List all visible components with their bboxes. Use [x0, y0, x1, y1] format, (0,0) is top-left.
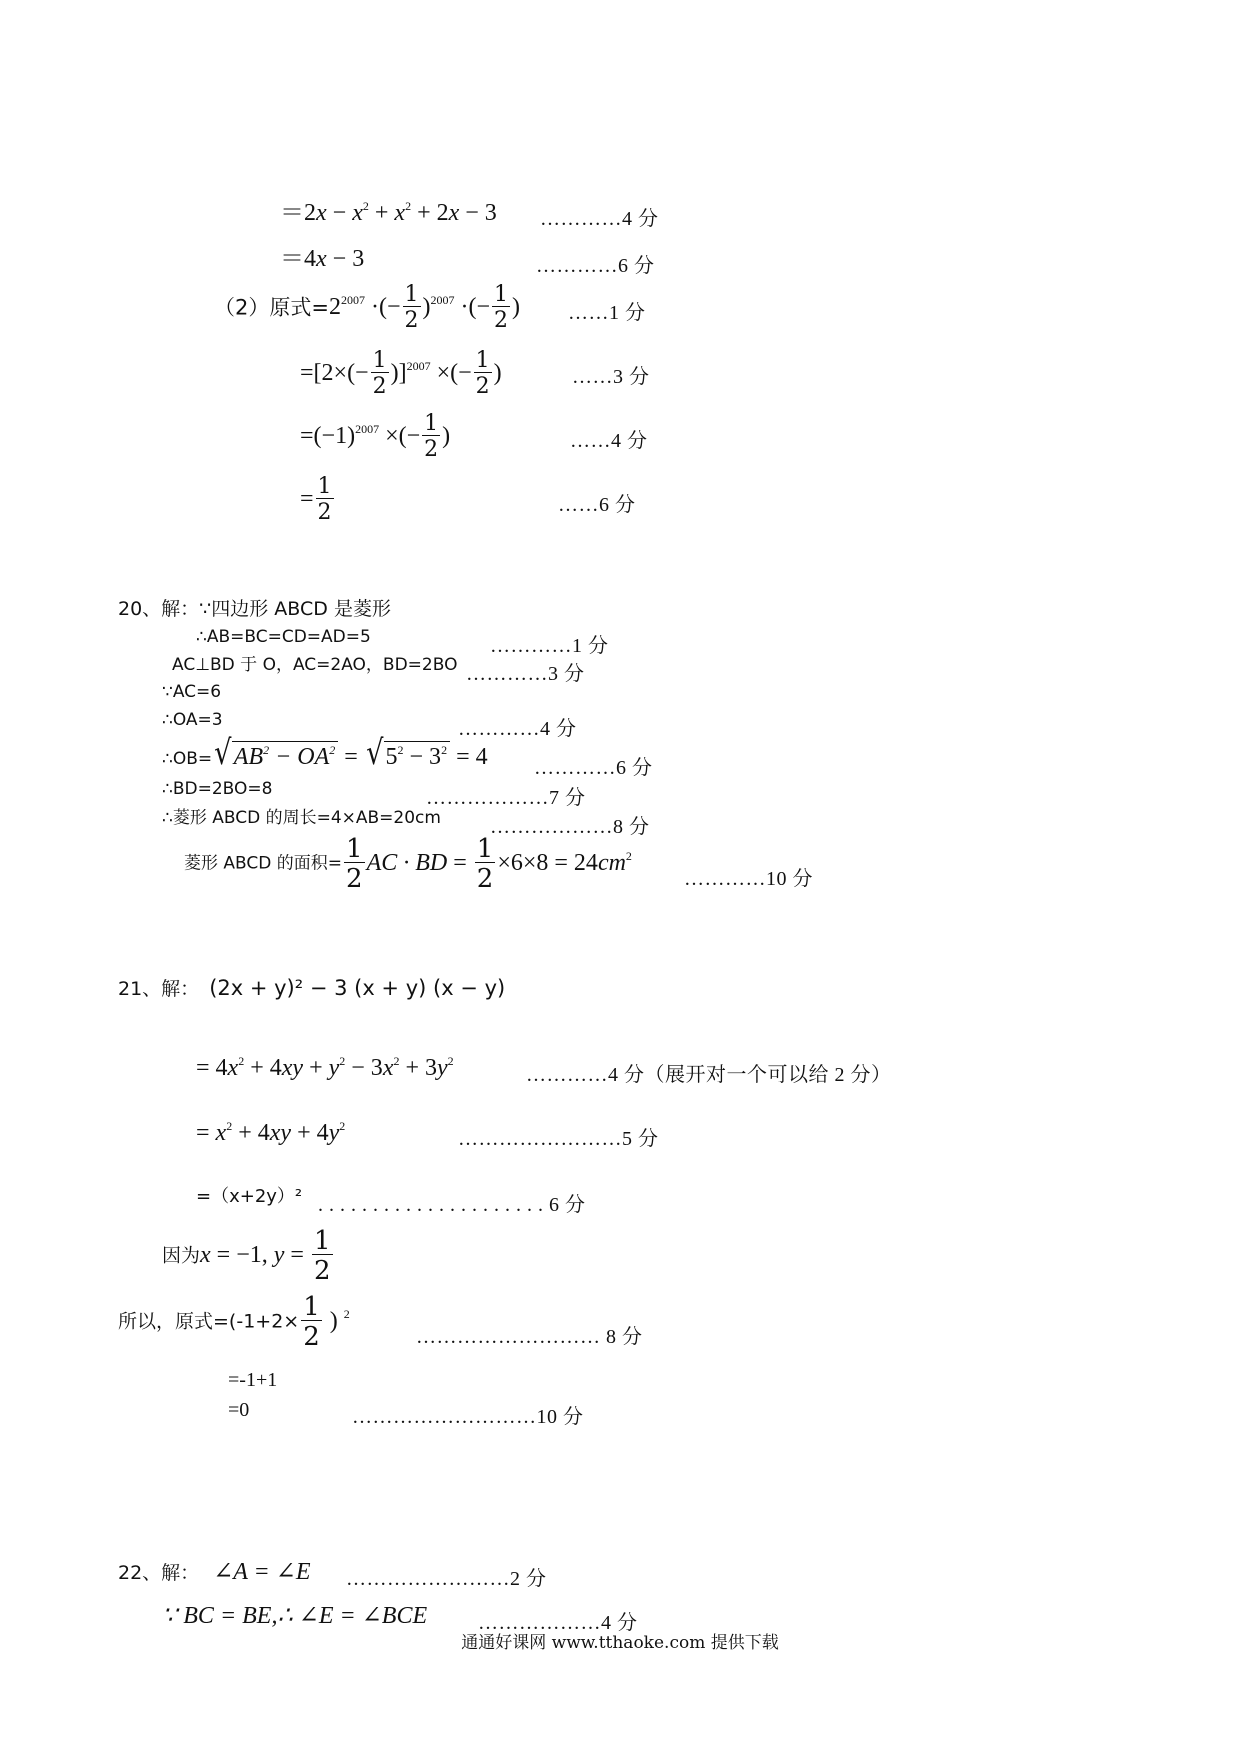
- q20-line-g: ∴菱形 ABCD 的周长=4×AB=20cm: [162, 808, 441, 828]
- points-q22-2: ……………………2 分: [346, 1568, 547, 1590]
- q20-line-h-label: 菱形 ABCD 的面积=: [184, 853, 343, 874]
- fraction-half: $\frac{1}{2}$: [372, 348, 387, 399]
- points-q21-5: ……………………5 分: [458, 1128, 659, 1150]
- points-q21-4: …………4 分（展开对一个可以给 2 分）: [526, 1064, 892, 1086]
- q21-line-e: 所以，原式=(-1+2× $\frac{1}{2}$ ) $^2$: [118, 1292, 350, 1352]
- points-q21-10: ………………………10 分: [352, 1406, 584, 1428]
- q20-line-h: 菱形 ABCD 的面积= $\frac{1}{2}$ AC · BD = $\frac{1}{2}$ $\times 6\times 8 = 24cm^2$: [184, 834, 632, 894]
- points-q22-4: ………………4 分: [478, 1612, 638, 1634]
- fraction-half: $\frac{1}{2}$: [404, 282, 419, 333]
- points-q20-3: …………3 分: [466, 663, 585, 685]
- points-part2-4: ……6 分: [558, 494, 636, 516]
- part2-line-2: =[2×(− $\frac{1}{2}$ )]$^{2007}$ ×(− $\frac{1}{2}$ ): [300, 348, 502, 399]
- points-q20-10: …………10 分: [684, 868, 813, 890]
- part2-line-3: $=(-1)^{2007}$ ×(− $\frac{1}{2}$ ): [300, 411, 451, 462]
- q22-label: 22、解：: [118, 1562, 200, 1584]
- q20-line-a: ∴AB=BC=CD=AD=5: [196, 627, 371, 647]
- q21-line-b: = $x^2 + 4xy + 4y^2$: [196, 1119, 346, 1146]
- q21-line-a: = $4x^2 + 4xy + y^2 - 3x^2 + 3y^2$: [196, 1054, 454, 1081]
- points-q21-6: . . . . . . . . . . . . . . . . . . . . . 6 分: [318, 1194, 586, 1216]
- points-part2-3: ……4 分: [570, 430, 648, 452]
- q21-line-g: =0: [228, 1399, 250, 1421]
- q21-line-f: =-1+1: [228, 1369, 278, 1391]
- fraction-half: $\frac{1}{2}$: [424, 411, 439, 462]
- fraction-half: $\frac{1}{2}$: [313, 1226, 331, 1286]
- fraction-half: $\frac{1}{2}$: [346, 834, 363, 894]
- q21-line-d: 因为x = −1, y = $\frac{1}{2}$: [162, 1226, 331, 1286]
- q20-line-c: ∵AC=6: [162, 682, 222, 702]
- points-step-1: …………4 分: [540, 208, 659, 230]
- sqrt-expression: √ $5^2 - 3^2$: [364, 738, 450, 769]
- fraction-half: $\frac{1}{2}$: [494, 282, 509, 333]
- q20-line-d: ∴OA=3: [162, 710, 223, 730]
- q21-line-d-label: 因为: [162, 1244, 201, 1267]
- q22-line-b: ∵ BC = BE,∴ ∠E = ∠BCE: [162, 1603, 428, 1629]
- points-q20-8: ………………8 分: [490, 816, 650, 838]
- points-q20-1: …………1 分: [490, 635, 609, 657]
- q21-expression: (2x + y)² − 3 (x + y) (x − y): [209, 976, 506, 1000]
- q22-line-a: ∠A = ∠E: [213, 1559, 311, 1585]
- q20-heading: 20、解：∵四边形 ABCD 是菱形: [118, 598, 391, 620]
- q21-heading: [118, 978, 505, 1000]
- step-line-1: $=2x - x^2 + x^2 + 2x - 3$: [280, 199, 497, 226]
- fraction-half: $\frac{1}{2}$: [475, 348, 490, 399]
- points-part2-2: ……3 分: [572, 366, 650, 388]
- points-q21-8: ……………………… 8 分: [416, 1326, 643, 1348]
- q20-line-e-label: ∴OB=: [162, 749, 213, 769]
- fraction-half: $\frac{1}{2}$: [303, 1292, 320, 1352]
- sqrt-expression: √ $AB^2 - OA^2$: [212, 738, 338, 769]
- points-q20-6: …………6 分: [534, 757, 653, 779]
- q20-line-b: AC⊥BD 于 O，AC=2AO，BD=2BO: [172, 655, 458, 675]
- q22-heading: [118, 1560, 311, 1584]
- part2-first-line: （2）原式$=2^{2007}$ ·(− $\frac{1}{2}$ )$^{2007}$ ·(− $\frac{1}{2}$ ): [214, 282, 521, 333]
- points-step-2: …………6 分: [536, 255, 655, 277]
- q21-line-c: =（x+2y）²: [196, 1186, 303, 1207]
- part2-line-4: = $\frac{1}{2}$: [300, 474, 332, 525]
- q21-label: 21、解：: [118, 978, 200, 1000]
- q20-line-f: ∴BD=2BO=8: [162, 779, 273, 799]
- q21-line-e-label: 所以，原式=(-1+2×: [118, 1310, 300, 1333]
- page-footer: 通通好课网 www.tthaoke.com 提供下载: [461, 1633, 779, 1653]
- fraction-half: $\frac{1}{2}$: [476, 834, 494, 894]
- q20-line-e: ∴OB= √ $AB^2 - OA^2$ = √ $5^2 - 3^2$ = 4: [162, 733, 488, 773]
- part2-label: （2）原式=: [214, 295, 329, 320]
- fraction-half: $\frac{1}{2}$: [317, 474, 332, 525]
- step-line-2: ＝4x − 3: [280, 246, 365, 272]
- points-q20-4: …………4 分: [458, 718, 577, 740]
- points-q20-7: ………………7 分: [426, 787, 586, 809]
- points-part2-1: ……1 分: [568, 302, 646, 324]
